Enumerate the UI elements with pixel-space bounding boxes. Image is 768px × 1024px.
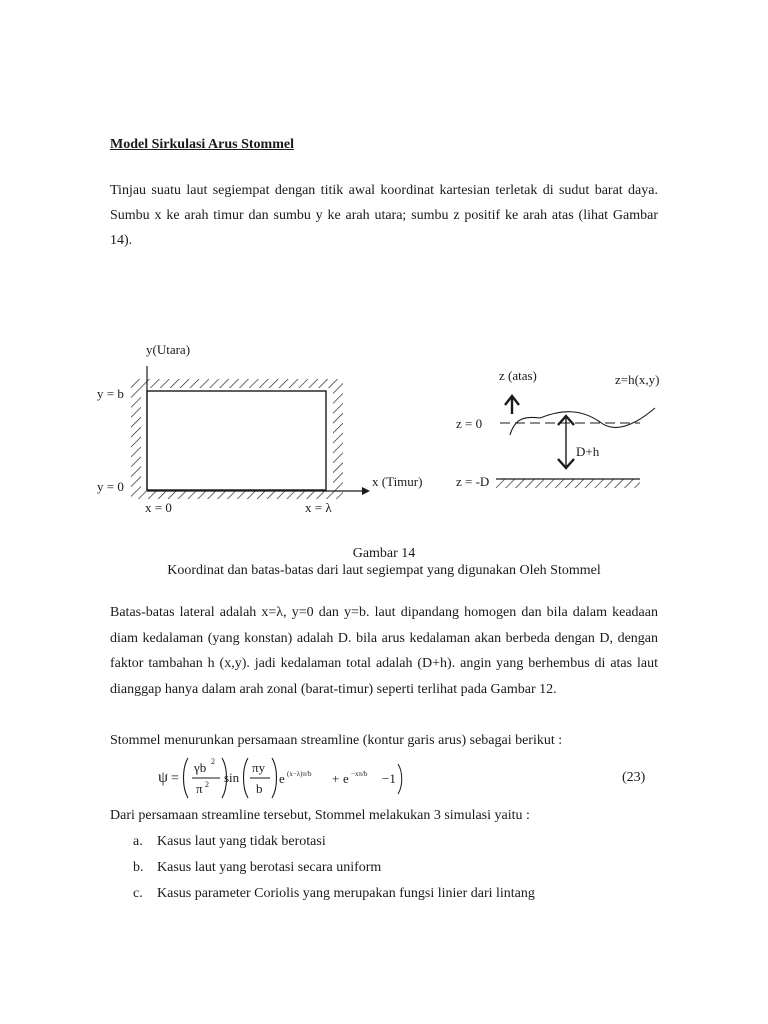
- equation-number: (23): [622, 770, 646, 785]
- simulation-intro: Dari persamaan streamline tersebut, Stommel melakukan 3 simulasi yaitu :: [110, 808, 530, 823]
- figure-caption-title: Gambar 14: [352, 546, 416, 561]
- surface-label: z=h(x,y): [615, 372, 660, 387]
- bottom-label: z = -D: [456, 474, 490, 489]
- simulation-list: [133, 832, 535, 910]
- depth-label: D+h: [576, 444, 600, 459]
- eq-e-1: e: [279, 771, 285, 786]
- eq-equals: =: [171, 771, 179, 786]
- section-heading: Model Sirkulasi Arus Stommel: [110, 137, 294, 152]
- eq-exponent-1: (x−λ)π/b: [287, 770, 312, 778]
- vertical-section: [496, 396, 655, 488]
- eq-square-top: 2: [211, 757, 215, 766]
- eq-pi-y: πy: [252, 760, 266, 775]
- eq-gamma-b: γb: [194, 760, 207, 775]
- eq-plus: +: [332, 771, 340, 786]
- streamline-equation: [158, 752, 418, 802]
- eq-psi: ψ: [158, 769, 169, 786]
- x-axis-label: x (Timur): [372, 474, 423, 489]
- intro-paragraph: Tinjau suatu laut segiempat dengan titik awal koordinat kartesian terletak di sudut barat daya. Sumbu x ke arah timur dan sumbu y ke arah utara; sumbu z positif ke arah atas (lihat Gambar 14).: [110, 183, 658, 248]
- eq-pi: π: [196, 781, 203, 796]
- y-top-label: y = b: [97, 386, 124, 401]
- streamline-intro: Stommel menurunkan persamaan streamline (kontur garis arus) sebagai berikut :: [110, 733, 563, 748]
- list-marker: b.: [133, 860, 144, 875]
- eq-exponent-2: −xπ/b: [351, 770, 368, 778]
- x-right-label: x = λ: [305, 500, 332, 515]
- eq-b: b: [256, 781, 263, 796]
- list-item: [133, 884, 535, 910]
- list-marker: a.: [133, 834, 143, 849]
- eq-minus-one: −1: [382, 771, 396, 786]
- list-marker: c.: [133, 886, 143, 901]
- list-item: [133, 858, 535, 884]
- list-item-text: Kasus laut yang berotasi secara uniform: [157, 860, 382, 875]
- list-item-text: Kasus laut yang tidak berotasi: [157, 834, 326, 849]
- rectangular-basin: [131, 366, 370, 499]
- z-zero-label: z = 0: [456, 416, 483, 431]
- eq-square-bottom: 2: [205, 780, 209, 789]
- figure-14-diagram: [0, 330, 768, 530]
- boundary-paragraph: Batas-batas lateral adalah x=λ, y=0 dan y=b. laut dipandang homogen dan bila dalam keadaan diam kedalaman (yang konstan) adalah D. bila arus kedalaman akan berbeda dengan D, dengan faktor tambahan h (x,y). jadi kedalaman total adalah (D+h). angin yang berhembus di atas laut dianggap hanya dalam arah zonal (barat-timur) seperti terlihat pada Gambar 12.: [110, 605, 658, 697]
- eq-sin: sin: [224, 770, 240, 785]
- eq-e-2: e: [343, 771, 349, 786]
- x-left-label: x = 0: [145, 500, 172, 515]
- z-axis-label: z (atas): [499, 368, 537, 383]
- y-bottom-label: y = 0: [97, 479, 124, 494]
- list-item: [133, 832, 535, 858]
- list-item-text: Kasus parameter Coriolis yang merupakan fungsi linier dari lintang: [157, 886, 535, 901]
- y-axis-label: y(Utara): [146, 342, 191, 357]
- figure-caption-text: Koordinat dan batas-batas dari laut segiempat yang digunakan Oleh Stommel: [167, 563, 601, 578]
